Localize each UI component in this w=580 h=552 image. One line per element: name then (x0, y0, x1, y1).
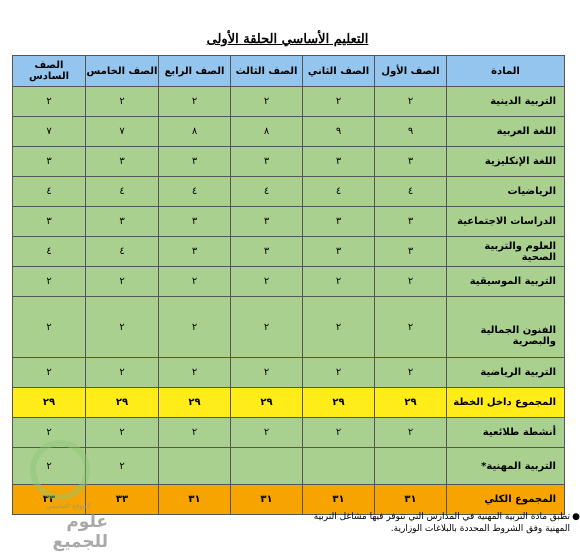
table-row (13, 177, 565, 207)
column-header: الصف الثالث (231, 56, 303, 87)
hours-cell: ٢ (375, 87, 447, 117)
hours-cell (159, 448, 231, 485)
hours-cell: ٢ (303, 87, 375, 117)
hours-cell: ٣ (86, 147, 159, 177)
hours-cell: ٢ (159, 418, 231, 448)
hours-cell: ٣ (13, 207, 86, 237)
watermark-logo (8, 440, 108, 552)
page-title: التعليم الأساسي الحلقة الأولى (206, 32, 369, 47)
hours-cell: ٢ (13, 448, 86, 485)
hours-cell: ٢ (375, 297, 447, 358)
hours-cell: ٢٩ (303, 388, 375, 418)
logo-circle-icon (30, 440, 90, 500)
hours-cell: ٣١ (159, 485, 231, 515)
hours-cell: ٢ (13, 358, 86, 388)
hours-cell: ٢٩ (159, 388, 231, 418)
subject-cell: التربية الموسيقية (447, 267, 565, 297)
subject-cell: اللغة الإنكليزية (447, 147, 565, 177)
subject-cell: التربية المهنية* (447, 448, 565, 485)
hours-cell: ٨ (231, 117, 303, 147)
hours-cell: ٢ (86, 358, 159, 388)
hours-cell: ٨ (159, 117, 231, 147)
hours-cell: ٤ (13, 237, 86, 267)
watermark-text: علوم للجميع (52, 512, 108, 552)
hours-cell: ٣ (231, 237, 303, 267)
column-header: الصف الثاني (303, 56, 375, 87)
hours-cell: ٣٣ (13, 485, 86, 515)
hours-cell: ٤ (13, 177, 86, 207)
hours-cell: ٢٩ (375, 388, 447, 418)
subject-cell: أنشطة طلائعية (447, 418, 565, 448)
hours-cell: ٣ (159, 237, 231, 267)
hours-cell (231, 448, 303, 485)
hours-cell: ٢ (231, 267, 303, 297)
table-row (13, 87, 565, 117)
hours-cell: ٣١ (231, 485, 303, 515)
hours-cell (303, 448, 375, 485)
hours-cell: ٢ (303, 267, 375, 297)
hours-cell: ٣ (86, 207, 159, 237)
header-row (13, 56, 565, 87)
table-row (13, 267, 565, 297)
subject-cell: المجموع الكلي (447, 485, 565, 515)
hours-cell: ٣ (159, 147, 231, 177)
hours-cell: ٤ (303, 177, 375, 207)
hours-cell: ٣٣ (86, 485, 159, 515)
subject-cell: العلوم والتربية الصحية (447, 237, 565, 267)
hours-cell: ٣١ (303, 485, 375, 515)
hours-cell: ٧ (86, 117, 159, 147)
hours-cell: ٢ (86, 448, 159, 485)
hours-cell: ٢ (231, 418, 303, 448)
hours-cell: ٣ (375, 207, 447, 237)
hours-cell: ٢ (231, 297, 303, 358)
hours-cell: ٣ (375, 237, 447, 267)
table-row (13, 207, 565, 237)
hours-cell: ٢ (13, 418, 86, 448)
hours-cell: ٧ (13, 117, 86, 147)
table-row (13, 147, 565, 177)
hours-cell: ٢ (231, 87, 303, 117)
hours-cell: ٢ (375, 267, 447, 297)
footnote (300, 511, 580, 535)
hours-cell: ٣ (231, 147, 303, 177)
hours-cell: ٢٩ (13, 388, 86, 418)
hours-cell: ٣١ (375, 485, 447, 515)
subject-cell: الرياضيات (447, 177, 565, 207)
hours-cell: ٢ (159, 87, 231, 117)
column-header: الصف السادس (13, 56, 86, 87)
hours-cell: ٢ (13, 297, 86, 358)
hours-cell: ٣ (159, 207, 231, 237)
hours-cell: ٢ (375, 418, 447, 448)
hours-cell: ٢ (303, 297, 375, 358)
column-header: الصف الأول (375, 56, 447, 87)
table-row (13, 358, 565, 388)
subject-cell: المجموع داخل الخطة (447, 388, 565, 418)
hours-cell: ٢ (159, 297, 231, 358)
hours-cell: ٢ (86, 267, 159, 297)
hours-cell: ٩ (375, 117, 447, 147)
hours-cell: ٢ (86, 418, 159, 448)
hours-cell: ٣ (303, 237, 375, 267)
hours-cell: ٢ (86, 87, 159, 117)
hours-cell (375, 448, 447, 485)
column-header: المادة (447, 56, 565, 87)
hours-cell: ٣ (303, 207, 375, 237)
column-header: الصف الخامس (86, 56, 159, 87)
hours-cell: ٣ (231, 207, 303, 237)
total-row (13, 388, 565, 418)
hours-cell: ٤ (86, 237, 159, 267)
hours-cell: ٤ (375, 177, 447, 207)
watermark-subtitle: الموقع التعليمي (46, 502, 91, 510)
hours-cell: ٢ (13, 87, 86, 117)
footnote-text: تطبق مادة التربية المهنية في المدارس التي تتوفر فيها مشاغل التربية المهنية وفق الشروط المحددة بالبلاغات الوزارية. (313, 512, 570, 534)
subject-cell: اللغة العربية (447, 117, 565, 147)
bullet-icon: ● (572, 512, 580, 522)
hours-cell: ٢ (303, 418, 375, 448)
hours-cell: ٢٩ (231, 388, 303, 418)
table-row (13, 117, 565, 147)
hours-cell: ٤ (231, 177, 303, 207)
subject-cell: الفنون الجمالية والبصرية (447, 297, 565, 358)
hours-cell: ٣ (375, 147, 447, 177)
hours-cell: ٢ (303, 358, 375, 388)
column-header: الصف الرابع (159, 56, 231, 87)
hours-cell: ٢ (86, 297, 159, 358)
hours-cell: ٢ (13, 267, 86, 297)
hours-cell: ٢ (375, 358, 447, 388)
hours-cell: ٣ (303, 147, 375, 177)
hours-cell: ٤ (86, 177, 159, 207)
hours-cell: ٤ (159, 177, 231, 207)
hours-cell: ٢ (159, 358, 231, 388)
hours-cell: ٩ (303, 117, 375, 147)
subject-cell: التربية الرياضية (447, 358, 565, 388)
hours-cell: ٣ (13, 147, 86, 177)
subject-cell: التربية الدينية (447, 87, 565, 117)
hours-cell: ٢٩ (86, 388, 159, 418)
table-row (13, 297, 565, 358)
hours-cell: ٢ (231, 358, 303, 388)
hours-cell: ٢ (159, 267, 231, 297)
table-row (13, 237, 565, 267)
subject-cell: الدراسات الاجتماعية (447, 207, 565, 237)
